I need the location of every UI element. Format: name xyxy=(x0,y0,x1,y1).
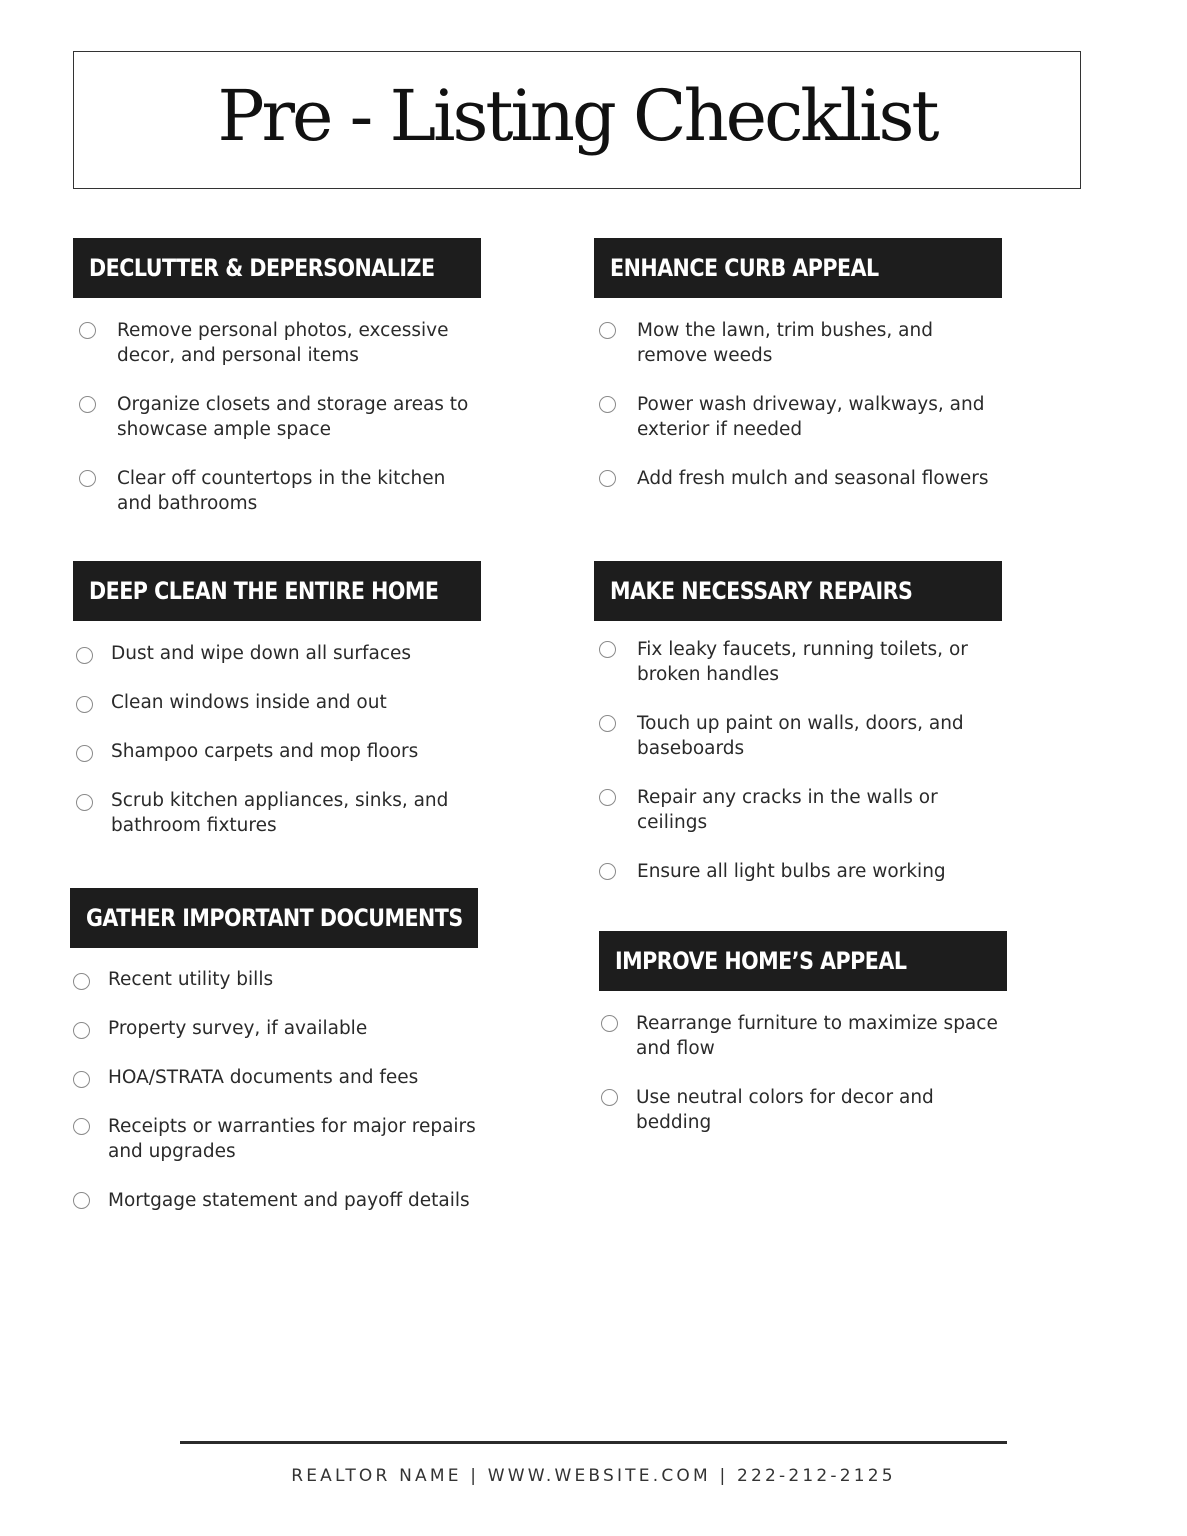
checkbox-circle-icon[interactable] xyxy=(76,745,93,762)
checklist-item[interactable] xyxy=(73,1188,478,1213)
checklist-item[interactable] xyxy=(79,466,481,516)
section-heading: GATHER IMPORTANT DOCUMENTS xyxy=(86,904,463,932)
section-deep-clean xyxy=(73,561,481,838)
checklist-item[interactable] xyxy=(73,1016,478,1041)
item-text: Fix leaky faucets, running toilets, or broken handles xyxy=(637,639,968,685)
section-header xyxy=(73,238,481,298)
checkbox-circle-icon[interactable] xyxy=(599,641,616,658)
section-header xyxy=(599,931,1007,991)
checkbox-circle-icon[interactable] xyxy=(599,396,616,413)
item-text: Receipts or warranties for major repairs and upgrades xyxy=(108,1116,476,1162)
item-text: Mortgage statement and payoff details xyxy=(108,1190,470,1211)
checkbox-circle-icon[interactable] xyxy=(76,794,93,811)
checklist-item[interactable] xyxy=(73,1114,478,1164)
item-text: Repair any cracks in the walls or ceilings xyxy=(637,787,938,833)
checklist-item[interactable] xyxy=(599,466,1002,491)
checkbox-circle-icon[interactable] xyxy=(79,396,96,413)
checkbox-circle-icon[interactable] xyxy=(599,863,616,880)
checkbox-circle-icon[interactable] xyxy=(79,470,96,487)
checklist xyxy=(594,637,1002,884)
footer-divider xyxy=(180,1441,1007,1444)
checklist-item[interactable] xyxy=(599,859,1002,884)
item-text: Clean windows inside and out xyxy=(111,692,387,713)
section-heading: MAKE NECESSARY REPAIRS xyxy=(610,577,913,605)
section-header xyxy=(73,561,481,621)
checkbox-circle-icon[interactable] xyxy=(599,470,616,487)
page-title: Pre - Listing Checklist xyxy=(217,75,937,157)
checkbox-circle-icon[interactable] xyxy=(73,1192,90,1209)
section-heading: ENHANCE CURB APPEAL xyxy=(610,254,879,282)
item-text: Organize closets and storage areas to showcase ample space xyxy=(117,394,469,440)
item-text: Add fresh mulch and seasonal flowers xyxy=(637,468,989,489)
item-text: Shampoo carpets and mop floors xyxy=(111,741,419,762)
item-text: Touch up paint on walls, doors, and baseboards xyxy=(637,713,964,759)
checklist-item[interactable] xyxy=(599,711,1002,761)
item-text: Mow the lawn, trim bushes, and remove weeds xyxy=(637,320,933,366)
item-text: Use neutral colors for decor and bedding xyxy=(636,1087,934,1133)
checkbox-circle-icon[interactable] xyxy=(76,647,93,664)
checklist-item[interactable] xyxy=(79,318,481,368)
checklist xyxy=(70,967,478,1213)
item-text: Scrub kitchen appliances, sinks, and bathroom fixtures xyxy=(111,790,449,836)
checklist-item[interactable] xyxy=(76,739,481,764)
section-header xyxy=(70,888,478,948)
section-header xyxy=(594,238,1002,298)
item-text: Power wash driveway, walkways, and exterior if needed xyxy=(637,394,985,440)
section-documents xyxy=(70,888,478,1213)
section-home-appeal xyxy=(599,931,1007,1135)
item-text: Clear off countertops in the kitchen and bathrooms xyxy=(117,468,446,514)
checklist-item[interactable] xyxy=(73,967,478,992)
checkbox-circle-icon[interactable] xyxy=(76,696,93,713)
checkbox-circle-icon[interactable] xyxy=(599,322,616,339)
section-repairs xyxy=(594,561,1002,884)
checklist xyxy=(73,318,481,516)
item-text: Remove personal photos, excessive decor, and personal items xyxy=(117,320,449,366)
checkbox-circle-icon[interactable] xyxy=(599,789,616,806)
item-text: Ensure all light bulbs are working xyxy=(637,861,946,882)
checkbox-circle-icon[interactable] xyxy=(79,322,96,339)
checkbox-circle-icon[interactable] xyxy=(599,715,616,732)
checklist-item[interactable] xyxy=(601,1011,1007,1061)
section-heading: DEEP CLEAN THE ENTIRE HOME xyxy=(89,577,439,605)
checklist-item[interactable] xyxy=(599,637,1002,687)
title-box xyxy=(73,51,1081,189)
checklist-item[interactable] xyxy=(76,690,481,715)
section-curb-appeal xyxy=(594,238,1002,491)
checklist-item[interactable] xyxy=(79,392,481,442)
section-heading: IMPROVE HOME’S APPEAL xyxy=(615,947,907,975)
checkbox-circle-icon[interactable] xyxy=(601,1015,618,1032)
checklist xyxy=(73,641,481,838)
checklist-item[interactable] xyxy=(76,641,481,666)
item-text: Recent utility bills xyxy=(108,969,274,990)
checklist-item[interactable] xyxy=(73,1065,478,1090)
section-declutter xyxy=(73,238,481,516)
checklist xyxy=(594,318,1002,491)
checkbox-circle-icon[interactable] xyxy=(73,1118,90,1135)
checklist-item[interactable] xyxy=(599,785,1002,835)
checkbox-circle-icon[interactable] xyxy=(73,973,90,990)
item-text: Dust and wipe down all surfaces xyxy=(111,643,412,664)
checkbox-circle-icon[interactable] xyxy=(601,1089,618,1106)
checklist-item[interactable] xyxy=(601,1085,1007,1135)
checklist xyxy=(599,1011,1007,1135)
checklist-item[interactable] xyxy=(599,318,1002,368)
section-header xyxy=(594,561,1002,621)
checklist-item[interactable] xyxy=(599,392,1002,442)
checkbox-circle-icon[interactable] xyxy=(73,1071,90,1088)
item-text: HOA/STRATA documents and fees xyxy=(108,1067,419,1088)
checklist-item[interactable] xyxy=(76,788,481,838)
item-text: Rearrange furniture to maximize space and flow xyxy=(636,1013,998,1059)
footer-contact: REALTOR NAME | WWW.WEBSITE.COM | 222-212-2125 xyxy=(291,1466,896,1486)
checkbox-circle-icon[interactable] xyxy=(73,1022,90,1039)
section-heading: DECLUTTER & DEPERSONALIZE xyxy=(89,254,435,282)
item-text: Property survey, if available xyxy=(108,1018,368,1039)
